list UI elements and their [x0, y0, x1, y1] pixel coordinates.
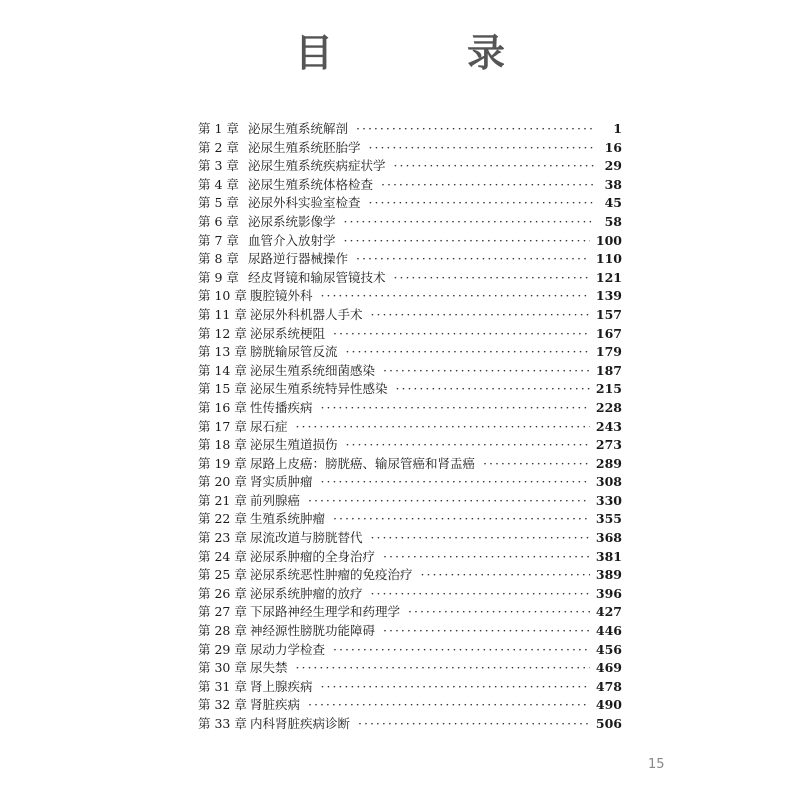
toc-leader-dots — [421, 566, 590, 585]
toc-leader-dots — [408, 603, 590, 622]
toc-leader-dots — [383, 362, 590, 381]
toc-chapter-number: 第 29 章 — [198, 641, 247, 657]
toc-page-number: 355 — [595, 511, 622, 527]
toc-leader-dots — [383, 622, 590, 641]
toc-chapter-number: 第 5 章 — [198, 195, 239, 211]
toc-chapter-number: 第 20 章 — [198, 474, 247, 490]
toc-chapter-title: 泌尿系统肿瘤的放疗 — [250, 585, 363, 601]
toc-chapter-title: 尿失禁 — [250, 660, 288, 676]
toc-page-number: 368 — [595, 530, 622, 546]
toc-entry — [198, 641, 622, 660]
toc-chapter-title: 泌尿生殖系统体格检查 — [248, 176, 374, 192]
toc-chapter-number: 第 12 章 — [198, 325, 247, 341]
toc-entry — [198, 659, 622, 678]
toc-leader-dots — [296, 659, 590, 678]
toc-leader-dots — [396, 380, 590, 399]
toc-entry — [198, 436, 622, 455]
toc-chapter-title: 性传播疾病 — [250, 399, 313, 415]
toc-entry — [198, 696, 622, 715]
toc-chapter-title: 泌尿生殖道损伤 — [250, 437, 338, 453]
toc-chapter-number: 第 8 章 — [198, 251, 239, 267]
toc-leader-dots — [371, 585, 590, 604]
toc-chapter-number: 第 23 章 — [198, 530, 247, 546]
toc-chapter-number: 第 19 章 — [198, 455, 247, 471]
toc-page-number: 110 — [595, 251, 622, 267]
toc-page-number: 45 — [604, 195, 622, 211]
toc-page-number: 289 — [595, 455, 622, 471]
table-of-contents — [198, 120, 622, 734]
toc-entry — [198, 492, 622, 511]
toc-leader-dots — [346, 436, 590, 455]
toc-chapter-title: 肾上腺疾病 — [250, 678, 313, 694]
toc-leader-dots — [369, 194, 594, 213]
toc-entry — [198, 566, 622, 585]
toc-entry — [198, 455, 622, 474]
toc-page-number: 273 — [595, 437, 622, 453]
toc-page-number: 389 — [595, 567, 622, 583]
toc-chapter-number: 第 6 章 — [198, 213, 239, 229]
toc-entry — [198, 362, 622, 381]
toc-leader-dots — [381, 176, 594, 195]
toc-page-number: 469 — [595, 660, 622, 676]
toc-chapter-title: 尿路上皮癌：膀胱癌、输尿管癌和肾盂癌 — [250, 455, 476, 471]
toc-chapter-title: 泌尿系统影像学 — [248, 213, 336, 229]
toc-page-number: 167 — [595, 325, 622, 341]
toc-chapter-number: 第 4 章 — [198, 176, 239, 192]
toc-leader-dots — [333, 325, 590, 344]
toc-entry — [198, 715, 622, 734]
toc-page-number: 381 — [595, 548, 622, 564]
toc-chapter-number: 第 13 章 — [198, 344, 247, 360]
toc-entry — [198, 120, 622, 139]
toc-page-number: 243 — [595, 418, 622, 434]
toc-chapter-number: 第 18 章 — [198, 437, 247, 453]
toc-chapter-title: 泌尿生殖系统疾病症状学 — [248, 158, 386, 174]
toc-chapter-number: 第 28 章 — [198, 623, 247, 639]
toc-chapter-number: 第 33 章 — [198, 716, 247, 731]
toc-chapter-title: 泌尿生殖系统胚胎学 — [248, 139, 361, 155]
toc-page-number: 506 — [595, 716, 622, 731]
toc-leader-dots — [483, 455, 590, 474]
toc-chapter-title: 神经源性膀胱功能障碍 — [250, 623, 376, 639]
toc-page-number: 157 — [595, 306, 622, 322]
toc-page-number: 1 — [613, 121, 622, 136]
toc-page-number: 478 — [595, 678, 622, 694]
toc-leader-dots — [308, 492, 590, 511]
toc-chapter-title: 尿路逆行器械操作 — [248, 251, 349, 267]
toc-page-number: 139 — [595, 288, 622, 304]
toc-chapter-number: 第 22 章 — [198, 511, 247, 527]
toc-chapter-number: 第 17 章 — [198, 418, 247, 434]
toc-leader-dots — [356, 250, 590, 269]
toc-leader-dots — [296, 418, 590, 437]
toc-entry — [198, 585, 622, 604]
toc-chapter-title: 尿流改道与膀胱替代 — [250, 530, 363, 546]
toc-leader-dots — [394, 157, 594, 176]
toc-leader-dots — [369, 139, 594, 158]
toc-leader-dots — [321, 287, 590, 306]
toc-chapter-title: 泌尿生殖系统特异性感染 — [250, 381, 388, 397]
toc-chapter-title: 泌尿生殖系统解剖 — [248, 121, 349, 136]
toc-leader-dots — [383, 548, 590, 567]
toc-entry — [198, 473, 622, 492]
toc-chapter-title: 膀胱输尿管反流 — [250, 344, 338, 360]
toc-leader-dots — [358, 715, 590, 734]
toc-entry — [198, 603, 622, 622]
toc-leader-dots — [321, 678, 590, 697]
toc-entry — [198, 678, 622, 697]
toc-page-number: 427 — [595, 604, 622, 620]
toc-entry — [198, 418, 622, 437]
toc-page-number: 215 — [595, 381, 622, 397]
toc-chapter-title: 泌尿系肿瘤的全身治疗 — [250, 548, 376, 564]
toc-entry — [198, 287, 622, 306]
toc-leader-dots — [371, 529, 590, 548]
toc-chapter-number: 第 1 章 — [198, 121, 239, 136]
toc-entry — [198, 213, 622, 232]
toc-entry — [198, 139, 622, 158]
toc-entry — [198, 325, 622, 344]
toc-chapter-number: 第 21 章 — [198, 492, 247, 508]
toc-page-number: 228 — [595, 399, 622, 415]
toc-chapter-number: 第 9 章 — [198, 269, 239, 285]
toc-leader-dots — [308, 696, 590, 715]
toc-entry — [198, 380, 622, 399]
toc-leader-dots — [321, 473, 590, 492]
toc-entry — [198, 306, 622, 325]
toc-page-number: 100 — [595, 232, 622, 248]
toc-chapter-number: 第 27 章 — [198, 604, 247, 620]
toc-chapter-title: 泌尿系统梗阻 — [250, 325, 326, 341]
toc-chapter-title: 尿石症 — [250, 418, 288, 434]
page-number: 15 — [648, 757, 665, 772]
toc-chapter-number: 第 2 章 — [198, 139, 239, 155]
toc-entry — [198, 176, 622, 195]
toc-entry — [198, 399, 622, 418]
toc-entry — [198, 510, 622, 529]
toc-entry — [198, 269, 622, 288]
toc-page-number: 38 — [604, 176, 622, 192]
toc-page-number: 446 — [595, 623, 622, 639]
page-title: 目 录 — [294, 31, 553, 75]
toc-chapter-title: 生殖系统肿瘤 — [250, 511, 326, 527]
toc-chapter-number: 第 15 章 — [198, 381, 247, 397]
toc-chapter-number: 第 31 章 — [198, 678, 247, 694]
toc-page-number: 121 — [595, 269, 622, 285]
toc-page-number: 58 — [604, 213, 622, 229]
toc-chapter-number: 第 30 章 — [198, 660, 247, 676]
toc-chapter-title: 泌尿外科机器人手术 — [250, 306, 363, 322]
toc-entry — [198, 194, 622, 213]
toc-chapter-number: 第 3 章 — [198, 158, 239, 174]
toc-chapter-number: 第 11 章 — [198, 306, 247, 322]
toc-page-number: 187 — [595, 362, 622, 378]
toc-chapter-title: 肾脏疾病 — [250, 697, 301, 713]
toc-chapter-number: 第 14 章 — [198, 362, 247, 378]
toc-chapter-number: 第 7 章 — [198, 232, 239, 248]
toc-leader-dots — [333, 641, 590, 660]
toc-page-number: 396 — [595, 585, 622, 601]
toc-page-number: 16 — [604, 139, 622, 155]
toc-chapter-title: 泌尿生殖系统细菌感染 — [250, 362, 376, 378]
toc-entry — [198, 232, 622, 251]
toc-chapter-number: 第 26 章 — [198, 585, 247, 601]
toc-chapter-number: 第 32 章 — [198, 697, 247, 713]
toc-leader-dots — [394, 269, 590, 288]
toc-chapter-title: 内科肾脏疾病诊断 — [250, 716, 351, 731]
toc-entry — [198, 548, 622, 567]
toc-leader-dots — [356, 120, 594, 139]
toc-chapter-title: 泌尿系统恶性肿瘤的免疫治疗 — [250, 567, 413, 583]
toc-leader-dots — [344, 232, 590, 251]
toc-leader-dots — [371, 306, 590, 325]
toc-entry — [198, 343, 622, 362]
toc-leader-dots — [344, 213, 594, 232]
toc-chapter-number: 第 25 章 — [198, 567, 247, 583]
toc-chapter-number: 第 24 章 — [198, 548, 247, 564]
toc-chapter-title: 前列腺癌 — [250, 492, 301, 508]
toc-chapter-number: 第 10 章 — [198, 288, 247, 304]
toc-leader-dots — [321, 399, 590, 418]
toc-chapter-title: 经皮肾镜和输尿管镜技术 — [248, 269, 386, 285]
toc-page-number: 490 — [595, 697, 622, 713]
toc-entry — [198, 157, 622, 176]
toc-entry — [198, 622, 622, 641]
toc-chapter-title: 肾实质肿瘤 — [250, 474, 313, 490]
toc-leader-dots — [333, 510, 590, 529]
toc-page-number: 29 — [604, 158, 622, 174]
toc-entry — [198, 250, 622, 269]
toc-page-number: 308 — [595, 474, 622, 490]
toc-page-number: 330 — [595, 492, 622, 508]
toc-chapter-title: 下尿路神经生理学和药理学 — [250, 604, 401, 620]
toc-entry — [198, 529, 622, 548]
toc-chapter-number: 第 16 章 — [198, 399, 247, 415]
toc-chapter-title: 尿动力学检查 — [250, 641, 326, 657]
toc-chapter-title: 腹腔镜外科 — [250, 288, 313, 304]
toc-page-number: 179 — [595, 344, 622, 360]
toc-chapter-title: 血管介入放射学 — [248, 232, 336, 248]
toc-leader-dots — [346, 343, 590, 362]
toc-page-number: 456 — [595, 641, 622, 657]
toc-chapter-title: 泌尿外科实验室检查 — [248, 195, 361, 211]
